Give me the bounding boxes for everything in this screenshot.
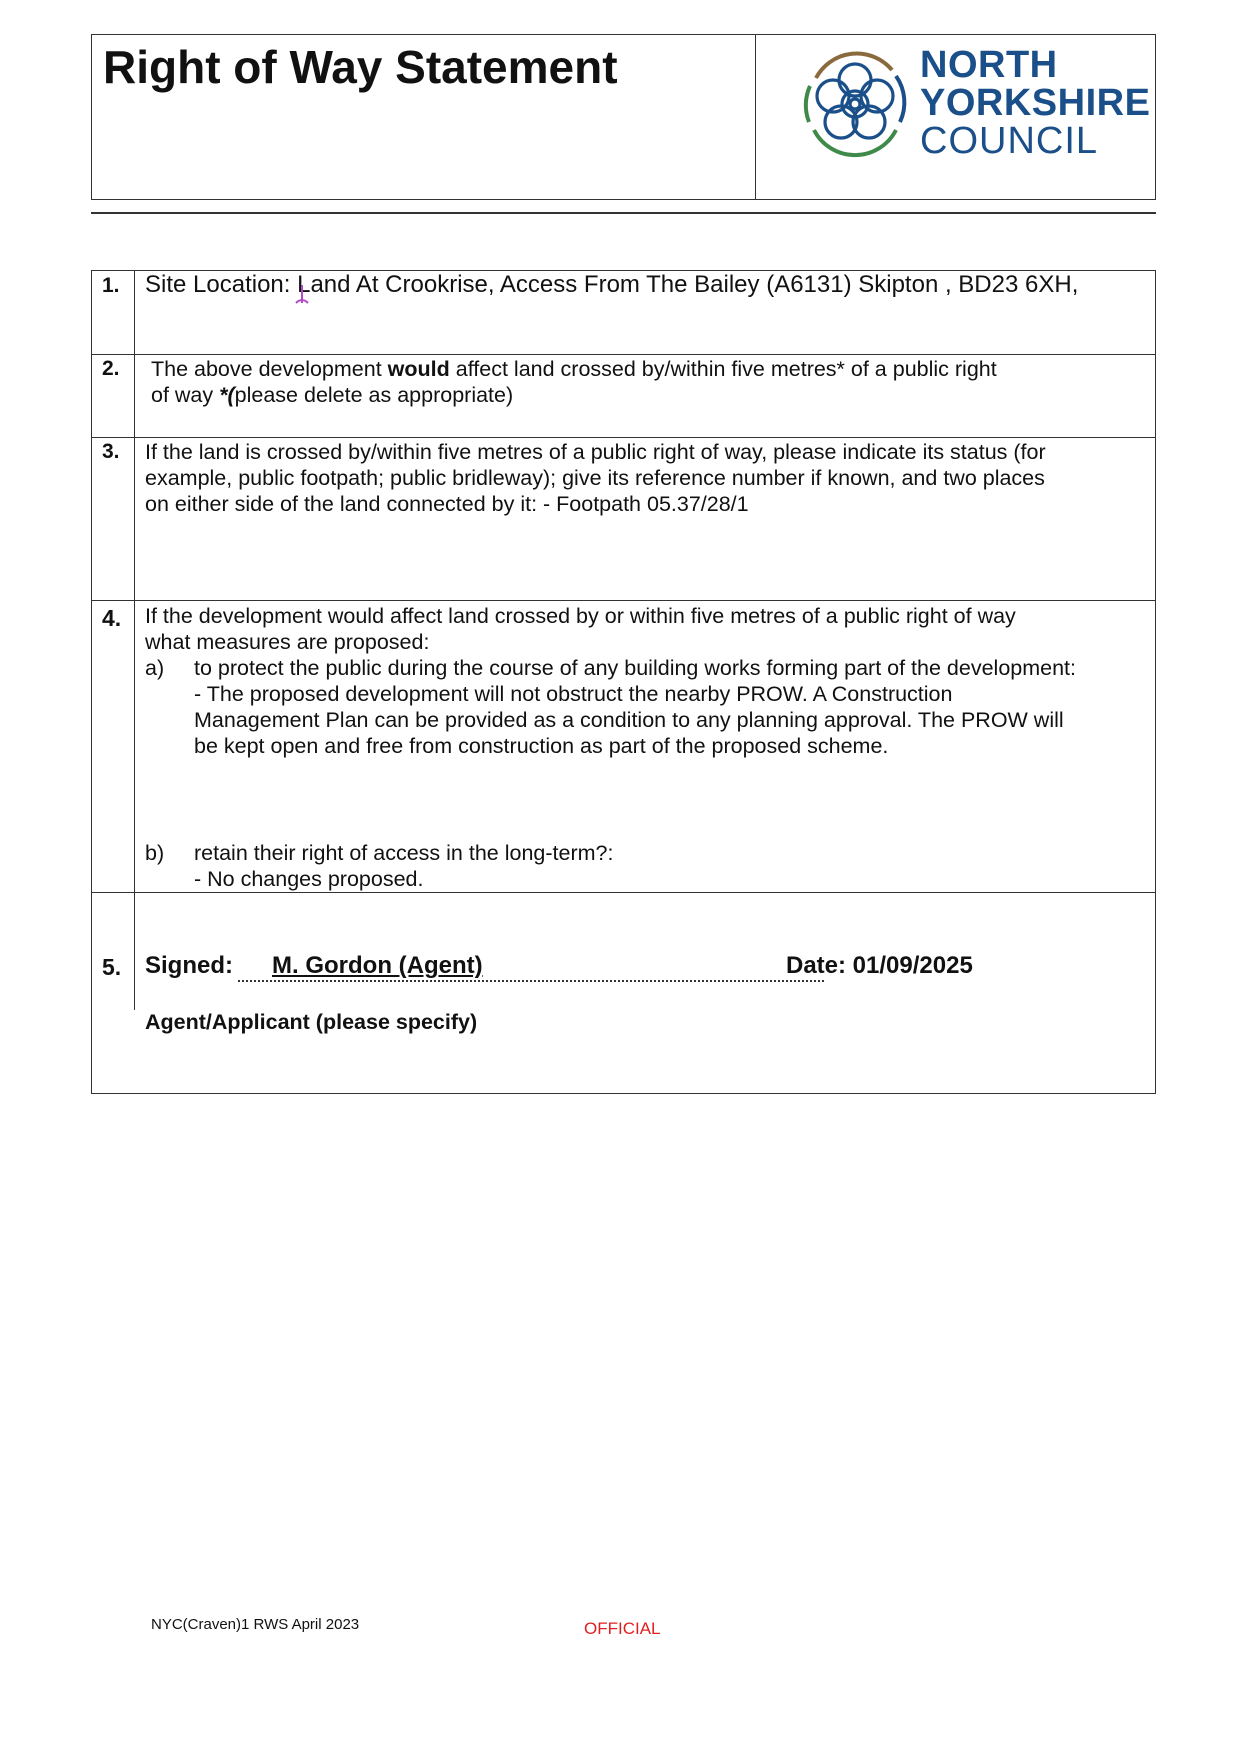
row4-intro <box>145 603 1016 655</box>
logo-line-council: COUNCIL <box>920 120 1099 162</box>
row1-number: 1. <box>102 274 120 297</box>
signature-dotted-line <box>238 980 824 982</box>
row2-statement <box>151 356 1091 408</box>
row2-asterisk: *( <box>219 383 235 407</box>
text-cursor-icon <box>292 283 312 312</box>
row4-a-text <box>194 655 1076 759</box>
row4-a-line3: Management Plan can be provided as a condition to any planning approval. The PROW will <box>194 708 1064 732</box>
site-location-value: Land At Crookrise, Access From The Bailey (A6131) Skipton , BD23 6XH, <box>290 271 1079 298</box>
row2-line2-suffix: please delete as appropriate) <box>234 383 514 407</box>
role-label: Agent/Applicant (please specify) <box>145 1010 478 1034</box>
logo-line-yorkshire: YORKSHIRE <box>920 82 1151 124</box>
row4-a-label: a) <box>145 656 165 680</box>
row4-number: 4. <box>102 605 122 631</box>
row4-b-line1: retain their right of access in the long-term?: <box>194 841 614 865</box>
row-divider-3 <box>91 600 1156 601</box>
row5-number: 5. <box>102 954 122 980</box>
row4-a-line2: - The proposed development will not obstruct the nearby PROW. A Construction <box>194 682 953 706</box>
footer-reference: NYC(Craven)1 RWS April 2023 <box>151 1616 360 1633</box>
yorkshire-rose-icon <box>796 44 914 162</box>
row3-line2: example, public footpath; public bridleway); give its reference number if known, and two places <box>145 466 1045 490</box>
signed-value: M. Gordon (Agent) <box>272 952 483 979</box>
date-field: Date: 01/09/2025 <box>786 952 973 979</box>
classification-label: OFFICIAL <box>584 1619 661 1638</box>
logo-line-north: NORTH <box>920 44 1058 86</box>
row2-would: would <box>387 357 450 381</box>
row4-intro-line2: what measures are proposed: <box>145 630 430 654</box>
row2-line1 <box>151 356 1091 382</box>
row-divider-4 <box>91 892 1156 893</box>
row4-b-line2: - No changes proposed. <box>194 867 424 891</box>
row2-number: 2. <box>102 357 120 380</box>
row4-b-text <box>194 840 613 892</box>
row3-number: 3. <box>102 440 120 463</box>
row4-a-line1: to protect the public during the course of any building works forming part of the development: <box>194 656 1077 680</box>
signed-label: Signed: <box>145 952 233 979</box>
row4-intro-line1: If the development would affect land crossed by or within five metres of a public right of way <box>145 604 1016 628</box>
row2-line2 <box>151 382 1091 408</box>
row3-line3: on either side of the land connected by it: - Footpath 05.37/28/1 <box>145 492 749 516</box>
row4-a-line4: be kept open and free from construction as part of the proposed scheme. <box>194 734 889 758</box>
row2-line1-suffix: affect land crossed by/within five metres* of a public right <box>449 357 997 381</box>
row3-line1: If the land is crossed by/within five metres of a public right of way, please indicate its status (for <box>145 440 1046 464</box>
council-logo-text <box>920 46 1150 160</box>
header-divider <box>755 34 756 200</box>
header-rule <box>91 212 1156 214</box>
site-location <box>145 271 1078 299</box>
site-location-label: Site Location: <box>145 271 291 298</box>
row3-statement <box>145 439 1046 517</box>
number-column-divider <box>134 270 135 1010</box>
page-title: Right of Way Statement <box>103 41 618 93</box>
row2-line2-prefix: of way <box>151 383 220 407</box>
row2-line1-prefix: The above development <box>151 357 388 381</box>
row4-b-label: b) <box>145 841 165 865</box>
